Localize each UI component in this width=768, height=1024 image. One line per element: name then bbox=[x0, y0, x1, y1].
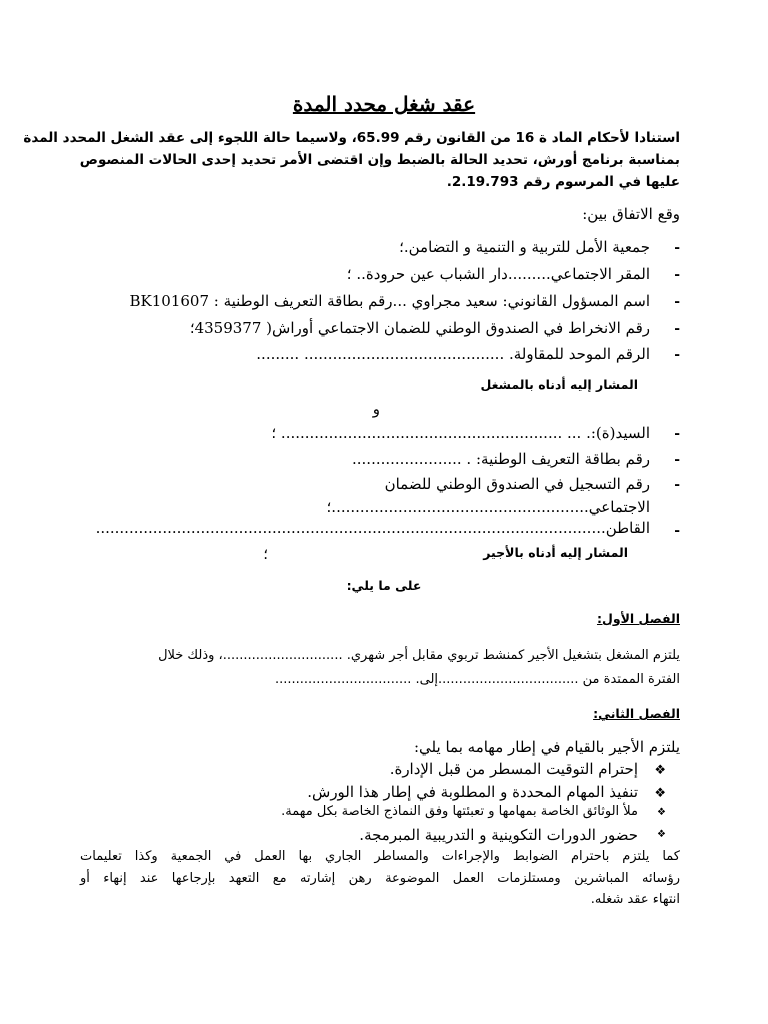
chapter-2-closing-3: انتهاء عقد شغله. bbox=[590, 892, 680, 907]
bullet-dash: - bbox=[674, 347, 680, 363]
bullet-dash: - bbox=[674, 452, 680, 468]
diamond-bullet-icon: ❖ bbox=[654, 763, 666, 778]
intro-line-3: عليها في المرسوم رقم 2.19.793. bbox=[446, 174, 680, 190]
document-title: عقد شغل محدد المدة bbox=[292, 92, 476, 116]
duty-item: ملأ الوثائق الخاصة بمهامها و تعبئتها وفق النماذج الخاصة بكل مهمة. bbox=[281, 804, 638, 819]
employee-label: المشار إليه أدناه بالأجير bbox=[483, 545, 628, 560]
bullet-dash: - bbox=[674, 523, 680, 539]
diamond-bullet-icon: ❖ bbox=[657, 829, 666, 840]
employer-label: المشار إليه أدناه بالمشغل bbox=[480, 377, 638, 392]
diamond-bullet-icon: ❖ bbox=[654, 786, 666, 801]
bullet-dash: - bbox=[674, 426, 680, 442]
agreement-heading: وقع الاتفاق بين: bbox=[582, 205, 680, 223]
and-connector: و bbox=[372, 400, 380, 418]
chapter-2-closing-1: كما يلتزم باحترام الضوابط والإجراءات والمساطر الجاري بها العمل في الجمعية وكذا تعليمات bbox=[80, 849, 680, 864]
employee-id-number: رقم بطاقة التعريف الوطنية: . ....................... bbox=[352, 450, 650, 468]
duty-item: تنفيذ المهام المحددة و المطلوبة في إطار هذا الورش. bbox=[307, 783, 638, 801]
terms-heading: على ما يلي: bbox=[346, 578, 422, 593]
bullet-dash: - bbox=[674, 321, 680, 337]
chapter-2-title: الفصل الثاني: bbox=[593, 706, 680, 721]
chapter-2-intro: يلتزم الأجير بالقيام في إطار مهامه بما يلي: bbox=[414, 738, 680, 756]
intro-line-2: بمناسبة برنامج أورش، تحديد الحالة بالضبط وإن اقتضى الأمر تحديد إحدى الحالات المنصوص bbox=[79, 152, 680, 168]
employee-address: القاطن........................................................................................................... bbox=[95, 519, 650, 537]
bullet-dash: - bbox=[674, 267, 680, 283]
chapter-1-title: الفصل الأول: bbox=[596, 611, 680, 626]
employer-cnss-number: رقم الانخراط في الصندوق الوطني للضمان الاجتماعي أوراش( 4359377؛ bbox=[189, 319, 650, 337]
employee-cnss-value: الاجتماعي......................................................؛ bbox=[326, 498, 650, 516]
duty-item: إحترام التوقيت المسطر من قبل الإدارة. bbox=[389, 760, 638, 778]
bullet-dash: - bbox=[674, 477, 680, 493]
employee-label-separator: ؛ bbox=[263, 545, 268, 563]
chapter-1-line-2: الفترة الممتدة من ..................................إلى. ................................. bbox=[274, 672, 680, 687]
employer-ice-number: الرقم الموحد للمقاولة. .......................................... ......... bbox=[256, 345, 650, 363]
duty-item: حضور الدورات التكوينية و التدريبية المبرمجة. bbox=[359, 826, 638, 844]
chapter-2-closing-2: رؤسائه المباشرين ومستلزمات العمل الموضوعة رهن إشارته مع التعهد بإرجاعها عند إنهاء أو bbox=[80, 871, 680, 886]
diamond-bullet-icon: ❖ bbox=[657, 807, 666, 818]
intro-line-1: استنادا لأحكام الماد ة 16 من القانون رقم 65.99، ولاسيما حالة اللجوء إلى عقد الشغل المحدد المدة bbox=[23, 130, 680, 146]
employee-cnss-label: رقم التسجيل في الصندوق الوطني للضمان bbox=[384, 475, 650, 493]
bullet-dash: - bbox=[674, 294, 680, 310]
employer-name: جمعية الأمل للتربية و التنمية و التضامن.؛ bbox=[399, 238, 650, 256]
chapter-1-line-1: يلتزم المشغل بتشغيل الأجير كمنشط تربوي مقابل أجر شهري. .............................، وذلك خلال bbox=[158, 648, 680, 663]
bullet-dash: - bbox=[674, 240, 680, 256]
employee-name: السيد(ة):. ... ........................................................... ؛ bbox=[271, 424, 650, 442]
employer-headquarters: المقر الاجتماعي.........دار الشباب عين حرودة.. ؛ bbox=[346, 265, 650, 283]
employer-legal-rep: اسم المسؤول القانوني: سعيد مجراوي ...رقم بطاقة التعريف الوطنية : BK101607 bbox=[129, 292, 650, 310]
